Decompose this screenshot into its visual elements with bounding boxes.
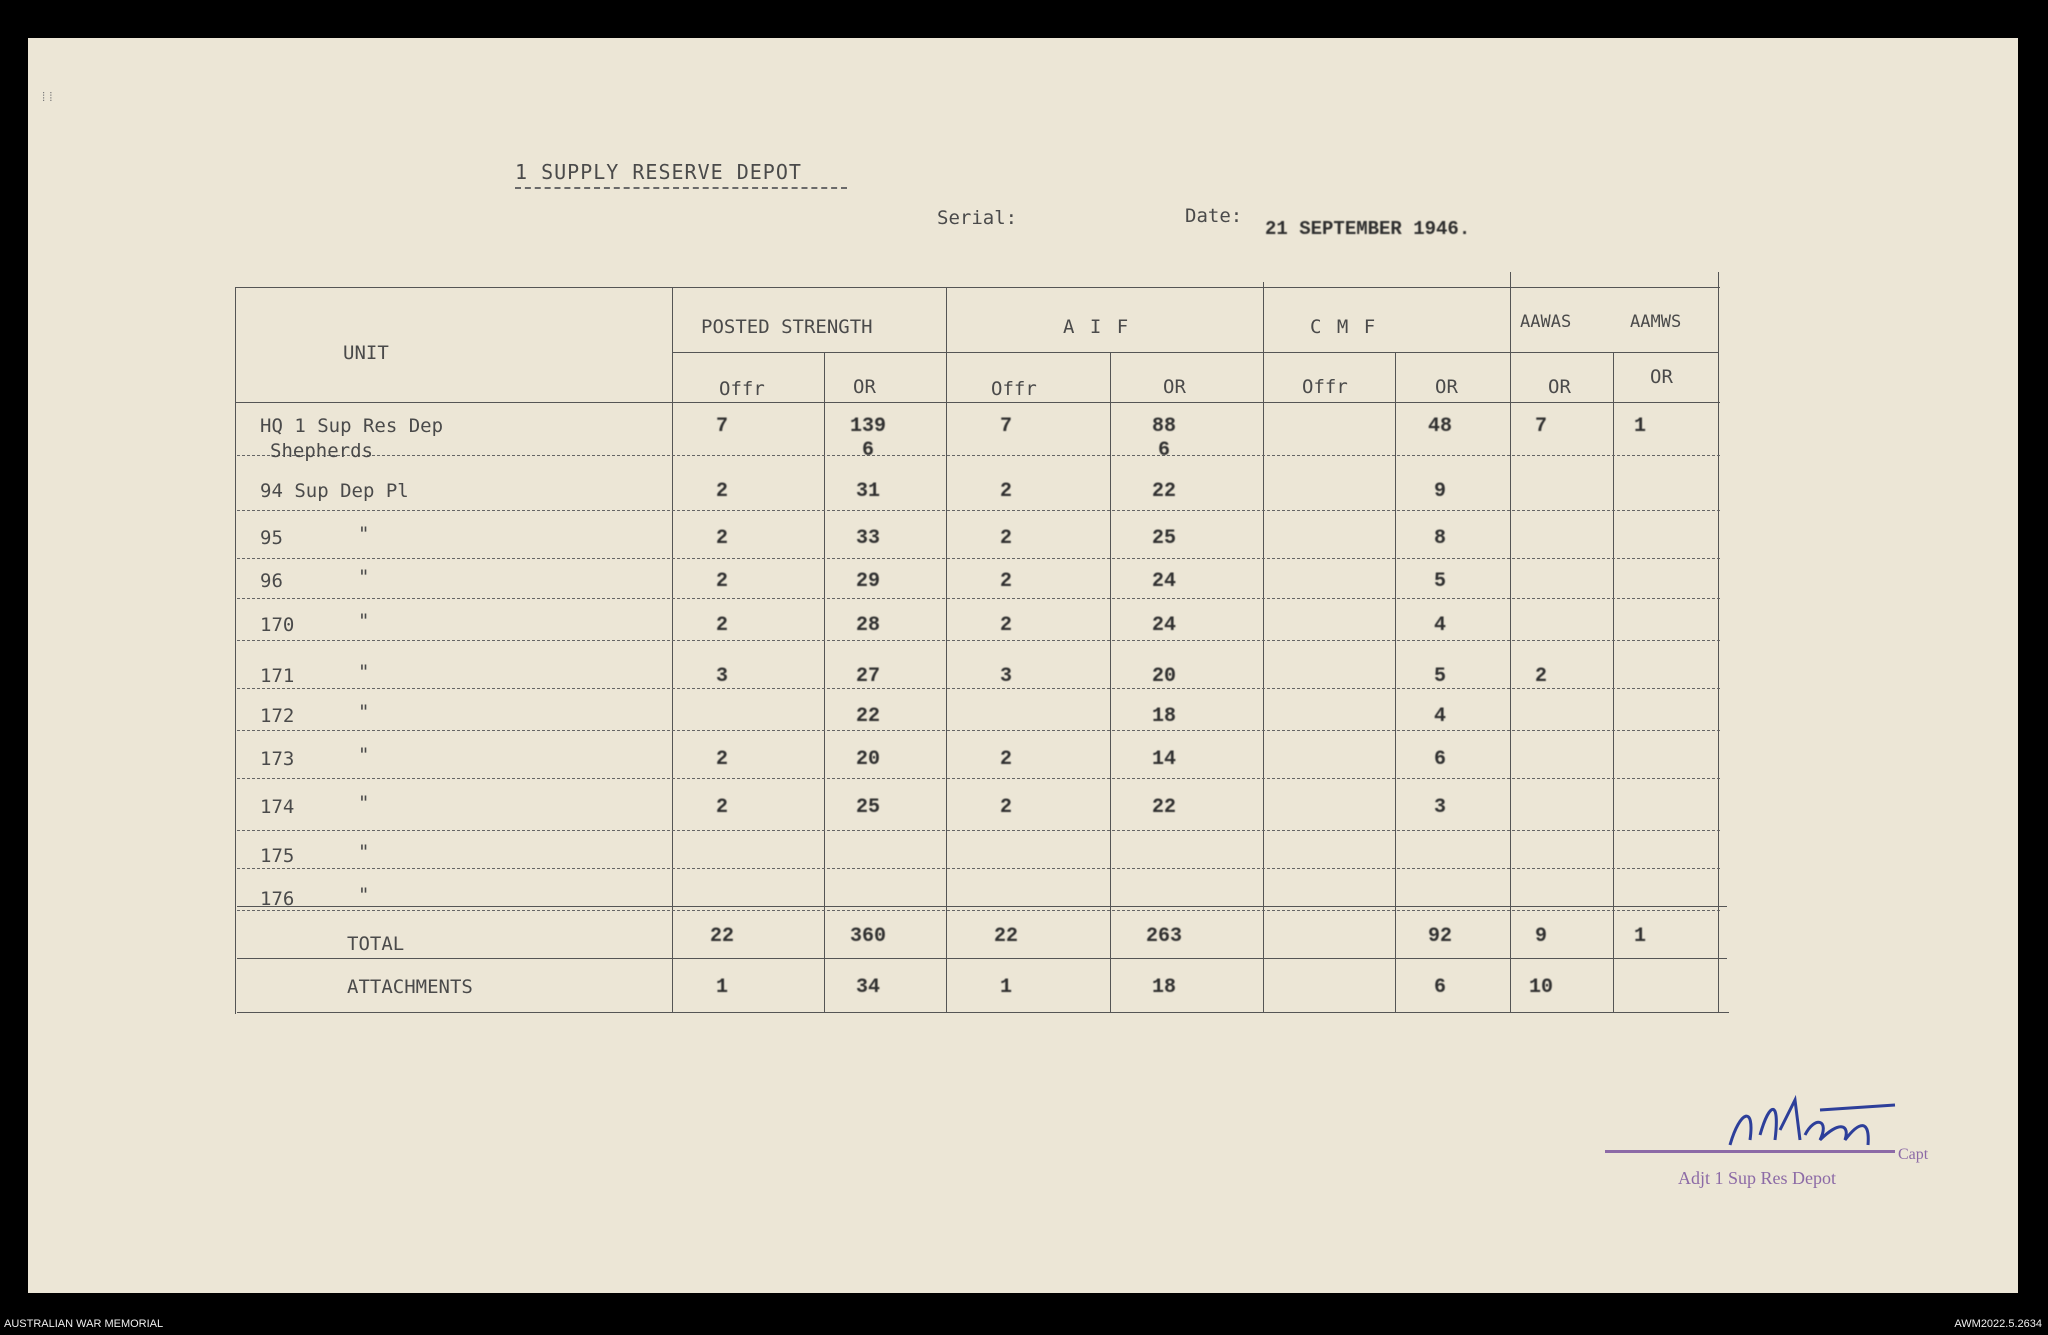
document-title: 1 SUPPLY RESERVE DEPOT — [515, 160, 802, 184]
attachments-value: 1 — [999, 976, 1013, 999]
attachments-label: ATTACHMENTS — [347, 976, 473, 998]
signature-rank: Capt — [1898, 1146, 1929, 1163]
row-divider — [237, 830, 1720, 831]
row-divider — [237, 598, 1720, 599]
unit-name: 174 — [260, 796, 295, 818]
row-divider — [237, 778, 1720, 779]
row-divider — [237, 455, 1720, 456]
cell-value: 29 — [855, 570, 881, 593]
cell-value: 33 — [855, 527, 881, 550]
date-label: Date: — [1185, 205, 1243, 227]
attachments-value: 10 — [1528, 976, 1554, 999]
signature-line — [1605, 1150, 1895, 1153]
cell-value: 139 — [849, 415, 887, 438]
header-aif-or: OR — [1163, 376, 1186, 398]
column-divider — [672, 287, 673, 1012]
ditto-mark: " — [358, 884, 370, 906]
ditto-mark: " — [358, 792, 370, 814]
unit-name: 172 — [260, 705, 295, 727]
table-right-border — [1718, 272, 1719, 1012]
unit-name: 95 — [260, 527, 283, 549]
cell-value: 22 — [1151, 796, 1177, 819]
total-value: 22 — [709, 925, 735, 948]
cell-value: 27 — [855, 665, 881, 688]
ditto-mark: " — [358, 566, 370, 588]
cell-value: 2 — [715, 748, 729, 771]
cell-value: 2 — [999, 614, 1013, 637]
cell-value: 6 — [1433, 748, 1447, 771]
column-divider — [1510, 272, 1511, 1012]
cell-value: 2 — [999, 748, 1013, 771]
cell-value: 7 — [1534, 415, 1548, 438]
column-divider — [1613, 352, 1614, 1012]
footer-accession: AWM2022.5.2634 — [1954, 1318, 2042, 1330]
row-divider — [237, 640, 1720, 641]
cell-value: 2 — [999, 480, 1013, 503]
cell-value: 1 — [1633, 415, 1647, 438]
attachments-value: 1 — [715, 976, 729, 999]
cell-value: 3 — [999, 665, 1013, 688]
unit-name: 170 — [260, 614, 295, 636]
ditto-mark: " — [358, 523, 370, 545]
row-divider — [237, 558, 1720, 559]
table-bottom-border — [237, 1012, 1729, 1013]
row-divider — [237, 868, 1720, 869]
header-unit: UNIT — [343, 342, 389, 364]
ditto-mark: " — [358, 610, 370, 632]
cell-value: 20 — [855, 748, 881, 771]
header-posted-strength: POSTED STRENGTH — [701, 316, 873, 338]
attachments-value: 18 — [1151, 976, 1177, 999]
cell-value: 4 — [1433, 614, 1447, 637]
cell-value: 14 — [1151, 748, 1177, 771]
cell-value: 25 — [1151, 527, 1177, 550]
cell-value: 4 — [1433, 705, 1447, 728]
cell-value: 6 — [1157, 439, 1171, 462]
cell-value: 2 — [715, 527, 729, 550]
cell-value: 7 — [999, 415, 1013, 438]
cell-value: 22 — [1151, 480, 1177, 503]
ditto-mark: " — [358, 661, 370, 683]
cell-value: 5 — [1433, 570, 1447, 593]
unit-name: 176 — [260, 888, 295, 910]
cell-value: 88 — [1151, 415, 1177, 438]
total-value: 92 — [1427, 925, 1453, 948]
row-divider — [237, 510, 1720, 511]
total-value: 1 — [1633, 925, 1647, 948]
footer-institution: AUSTRALIAN WAR MEMORIAL — [4, 1318, 164, 1330]
column-divider — [1110, 352, 1111, 1012]
unit-name: 94 Sup Dep Pl — [260, 480, 409, 502]
total-label: TOTAL — [347, 933, 405, 955]
total-value: 263 — [1145, 925, 1183, 948]
cell-value: 24 — [1151, 570, 1177, 593]
total-bottom-divider — [237, 958, 1727, 959]
column-divider — [1263, 282, 1264, 1012]
cell-value: 2 — [715, 796, 729, 819]
total-value: 9 — [1534, 925, 1548, 948]
total-top-divider — [237, 906, 1727, 907]
unit-name: 171 — [260, 665, 295, 687]
header-ps-or: OR — [853, 376, 876, 398]
cell-value: 2 — [999, 570, 1013, 593]
unit-name-secondary: Shepherds — [270, 440, 373, 462]
header-cmf: C M F — [1310, 316, 1378, 338]
attachments-value: 6 — [1433, 976, 1447, 999]
header-bottom-divider — [235, 402, 1720, 403]
header-aamws: AAMWS — [1630, 312, 1682, 332]
unit-name: 96 — [260, 570, 283, 592]
cell-value: 18 — [1151, 705, 1177, 728]
header-divider — [672, 352, 1718, 353]
cell-value: 24 — [1151, 614, 1177, 637]
header-aawas: AAWAS — [1520, 312, 1572, 332]
header-aif-offr: Offr — [991, 378, 1037, 400]
cell-value: 7 — [715, 415, 729, 438]
cell-value: 20 — [1151, 665, 1177, 688]
ditto-mark: " — [358, 744, 370, 766]
total-value: 360 — [849, 925, 887, 948]
header-aamws-or: OR — [1650, 366, 1673, 388]
header-cmf-offr: Offr — [1302, 376, 1348, 398]
cell-value: 6 — [861, 439, 875, 462]
unit-name: 175 — [260, 845, 295, 867]
cell-value: 31 — [855, 480, 881, 503]
unit-name: HQ 1 Sup Res Dep — [260, 415, 444, 437]
cell-value: 22 — [855, 705, 881, 728]
cell-value: 2 — [1534, 665, 1548, 688]
title-underline — [515, 187, 847, 189]
column-divider — [946, 287, 947, 1012]
cell-value: 3 — [715, 665, 729, 688]
row-divider — [237, 910, 1720, 911]
cell-value: 5 — [1433, 665, 1447, 688]
ditto-mark: " — [358, 841, 370, 863]
table-left-border — [235, 287, 236, 1014]
cell-value: 8 — [1433, 527, 1447, 550]
cell-value: 2 — [999, 796, 1013, 819]
column-divider — [824, 352, 825, 1012]
ditto-mark: " — [358, 701, 370, 723]
serial-label: Serial: — [937, 207, 1018, 229]
header-aif: A I F — [1063, 316, 1131, 338]
row-divider — [237, 688, 1720, 689]
cell-value: 2 — [715, 614, 729, 637]
unit-name: 173 — [260, 748, 295, 770]
cell-value: 2 — [999, 527, 1013, 550]
header-cmf-or: OR — [1435, 376, 1458, 398]
table-top-border — [235, 287, 1720, 288]
cell-value: 28 — [855, 614, 881, 637]
cell-value: 3 — [1433, 796, 1447, 819]
adjutant-stamp: Adjt 1 Sup Res Depot — [1678, 1168, 1837, 1188]
cell-value: 48 — [1427, 415, 1453, 438]
cell-value: 25 — [855, 796, 881, 819]
cell-value: 2 — [715, 480, 729, 503]
attachments-value: 34 — [855, 976, 881, 999]
total-value: 22 — [993, 925, 1019, 948]
date-value: 21 SEPTEMBER 1946. — [1265, 218, 1471, 240]
cell-value: 2 — [715, 570, 729, 593]
header-ps-offr: Offr — [719, 378, 765, 400]
row-divider — [237, 730, 1720, 731]
header-aawas-or: OR — [1548, 376, 1571, 398]
cell-value: 9 — [1433, 480, 1447, 503]
hole-punch-marks: ⁞⁞ — [40, 90, 55, 104]
column-divider — [1395, 352, 1396, 1012]
